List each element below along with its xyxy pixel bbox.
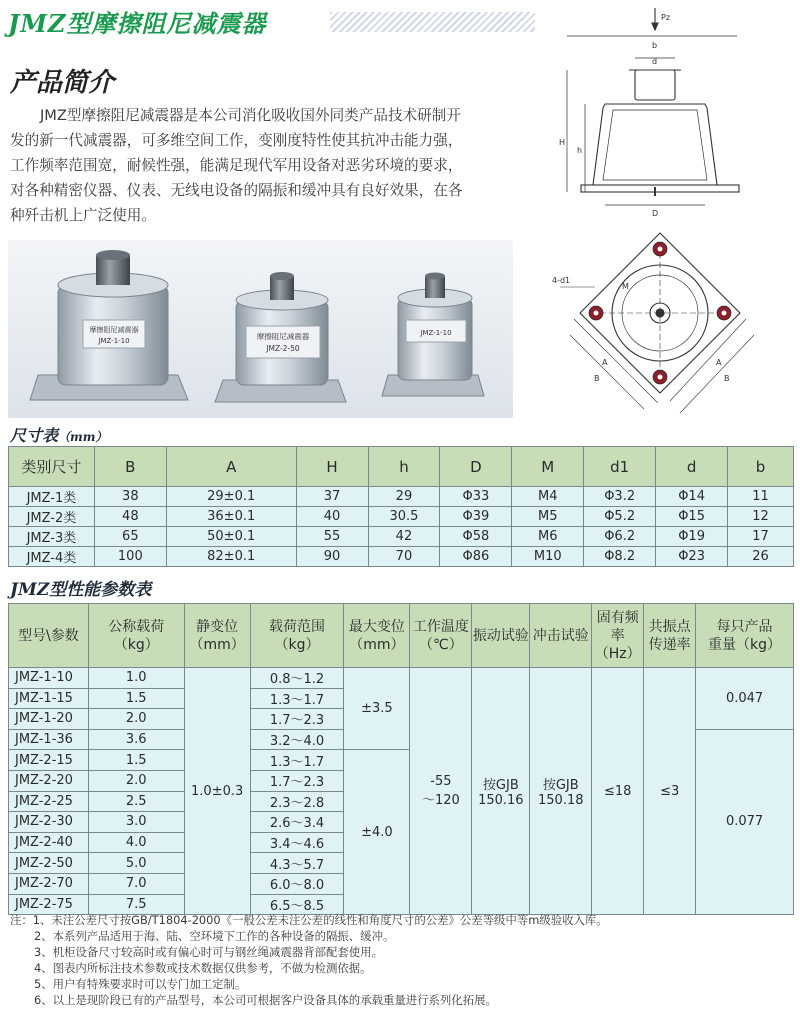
max-deflection-cell: ±3.5 [344,668,410,750]
side-view-drawing [525,0,795,220]
load-cell: 7.0 [88,873,184,894]
intro-line: 发的新一代减震器，可多维空间工作，变刚度特性使其抗冲击能力强， [10,132,463,149]
load-cell: 7.5 [88,894,184,915]
dim-cell: 29±0.1 [166,487,296,507]
dim-cell: Φ39 [440,507,512,527]
range-cell: 1.7～2.3 [250,770,344,791]
dim-cell: JMZ-3类 [9,527,95,547]
dim-cell: 17 [728,527,794,547]
load-cell: 1.5 [88,688,184,709]
dim-cell: 50±0.1 [166,527,296,547]
dim-cell: Φ23 [656,547,728,567]
dim-cell: 36±0.1 [166,507,296,527]
intro-line: JMZ型摩擦阻尼减震器是本公司消化吸收国外同类产品技术研制开 [40,107,461,124]
dim-cell: 11 [728,487,794,507]
perf-table-title: JMZ型性能参数表 [10,580,152,600]
dim-cell: Φ8.2 [584,547,656,567]
model-cell: JMZ-2-25 [9,791,89,812]
dim-cell: JMZ-1类 [9,487,95,507]
model-cell: JMZ-1-10 [9,668,89,689]
page-title: JMZ型摩擦阻尼减震器 [8,9,267,38]
dim-cell: Φ15 [656,507,728,527]
perf-row [9,668,794,689]
static-deflection-cell: 1.0±0.3 [184,668,250,915]
note-line: 2、本系列产品适用于海、陆、空环境下工作的各种设备的隔振、缓冲。 [34,929,395,943]
perf-header: 冲击试验 [530,604,592,668]
label-B-right: B [724,374,730,383]
unit-1-label-model: JMZ-1-10 [98,337,130,345]
perf-header: 共振点 传递率 [644,604,696,668]
weight-cell: 0.047 [696,668,794,730]
model-cell: JMZ-1-15 [9,688,89,709]
model-cell: JMZ-2-75 [9,894,89,915]
range-cell: 6.0～8.0 [250,873,344,894]
range-cell: 4.3～5.7 [250,853,344,874]
dim-cell: 55 [296,527,368,547]
top-view-drawing [540,225,795,425]
damper-unit-2 [215,272,346,402]
load-cell: 3.6 [88,729,184,750]
label-H: H [559,138,566,147]
perf-header: 静变位 （mm） [184,604,250,668]
dim-header: H [296,447,368,487]
intro-line: 工作频率范围宽，耐候性强，能满足现代军用设备对恶劣环境的要求， [10,157,463,174]
unit-2-label-model: JMZ-2-50 [266,344,300,353]
max-deflection-cell: ±4.0 [344,750,410,915]
perf-header: 型号\参数 [9,604,89,668]
frequency-cell: ≤18 [592,668,644,915]
dim-cell: Φ33 [440,487,512,507]
dim-header: 类别尺寸 [9,447,95,487]
dim-cell: M6 [512,527,584,547]
load-cell: 2.5 [88,791,184,812]
dim-header: b [728,447,794,487]
damper-unit-1 [30,250,188,400]
load-cell: 1.0 [88,668,184,689]
dim-cell: 30.5 [368,507,440,527]
model-cell: JMZ-2-70 [9,873,89,894]
unit-2-label-name: 摩擦阻尼减震器 [256,332,310,341]
load-cell: 4.0 [88,832,184,853]
perf-header: 振动试验 [472,604,530,668]
vibration-cell: 按GJB 150.16 [472,668,530,915]
dim-row [9,507,794,527]
product-photo-illustration [8,240,513,418]
range-cell: 1.7～2.3 [250,709,344,730]
damper-unit-3 [382,273,484,397]
product-photo [8,240,513,418]
dim-cell: 37 [296,487,368,507]
transmissibility-cell: ≤3 [644,668,696,915]
dim-cell: 82±0.1 [166,547,296,567]
load-cell: 1.5 [88,750,184,771]
dimension-table [8,446,794,567]
model-cell: JMZ-2-40 [9,832,89,853]
title-bar [0,0,540,42]
intro-line: 对各种精密仪器、仪表、无线电设备的隔振和缓冲具有良好效果，在各 [10,182,463,199]
dim-cell: M5 [512,507,584,527]
dim-row [9,547,794,567]
label-D: D [652,209,659,218]
dim-cell: Φ5.2 [584,507,656,527]
label-d1: 4-d1 [552,276,571,285]
model-cell: JMZ-2-20 [9,770,89,791]
note-line: 4、图表内所标注技术参数或技术数据仅供参考，不做为检测依据。 [34,961,372,975]
dim-header: h [368,447,440,487]
range-cell: 2.3～2.8 [250,791,344,812]
note-line: 3、机柜设备尺寸较高时或有偏心时可与钢丝绳减震器背部配套使用。 [34,945,383,959]
dim-cell: 100 [94,547,166,567]
dim-cell: Φ58 [440,527,512,547]
dim-header: d [656,447,728,487]
label-d: d [652,57,658,66]
label-A-right: A [716,358,722,367]
dim-cell: Φ14 [656,487,728,507]
note-line: 注：1、未注公差尺寸按GB/T1804-2000《一般公差未注公差的线性和角度尺寸的公差》公差等级中等m级验收入库。 [10,913,608,927]
dim-cell: 90 [296,547,368,567]
perf-header: 公称载荷 （kg） [88,604,184,668]
note-line: 5、用户有特殊要求时可以专门加工定制。 [34,977,247,991]
model-cell: JMZ-1-20 [9,709,89,730]
label-A-left: A [602,358,608,367]
dim-cell: Φ3.2 [584,487,656,507]
dim-cell: Φ19 [656,527,728,547]
intro-line: 种歼击机上广泛使用。 [10,207,156,224]
label-M: M [622,282,629,291]
dim-header: D [440,447,512,487]
model-cell: JMZ-2-30 [9,812,89,833]
dim-cell: JMZ-2类 [9,507,95,527]
load-cell: 3.0 [88,812,184,833]
range-cell: 3.2～4.0 [250,729,344,750]
dim-cell: 38 [94,487,166,507]
dim-header: M [512,447,584,487]
dim-row [9,487,794,507]
model-cell: JMZ-2-50 [9,853,89,874]
dim-cell: JMZ-4类 [9,547,95,567]
dim-table-title [10,423,107,446]
label-b: b [652,41,658,50]
range-cell: 0.8～1.2 [250,668,344,689]
title-decoration [330,12,535,32]
dim-cell: 40 [296,507,368,527]
performance-table [8,603,794,915]
dim-table-title-text: 尺寸表 [10,426,59,445]
label-B-left: B [594,374,600,383]
model-cell: JMZ-2-15 [9,750,89,771]
shock-cell: 按GJB 150.18 [530,668,592,915]
intro-text [10,103,522,228]
dim-cell: 65 [94,527,166,547]
notes [10,912,790,1008]
top-view-diagram [540,225,795,425]
dim-header: B [94,447,166,487]
dim-cell: 29 [368,487,440,507]
load-cell: 2.0 [88,709,184,730]
dim-cell: 42 [368,527,440,547]
perf-header: 每只产品 重量（kg） [696,604,794,668]
perf-header: 固有频率 （Hz） [592,604,644,668]
range-cell: 3.4～4.6 [250,832,344,853]
label-h: h [577,146,583,155]
dim-header: d1 [584,447,656,487]
temperature-cell: -55 ～120 [410,668,472,915]
range-cell: 2.6～3.4 [250,812,344,833]
range-cell: 6.5～8.5 [250,894,344,915]
model-cell: JMZ-1-36 [9,729,89,750]
intro-heading: 产品简介 [10,68,115,98]
unit-1-label-name: 摩擦阻尼减震器 [89,326,139,334]
perf-header: 最大变位 （mm） [344,604,410,668]
load-cell: 2.0 [88,770,184,791]
range-cell: 1.3～1.7 [250,750,344,771]
dim-cell: 26 [728,547,794,567]
dim-cell: Φ6.2 [584,527,656,547]
label-pz: Pz [661,13,671,22]
dim-cell: 48 [94,507,166,527]
dim-cell: 70 [368,547,440,567]
dim-cell: M10 [512,547,584,567]
range-cell: 1.3～1.7 [250,688,344,709]
perf-header: 工作温度 （℃） [410,604,472,668]
perf-header: 载荷范围 （kg） [250,604,344,668]
perf-header-row [9,604,794,668]
side-view-diagram [525,0,795,220]
dim-cell: 12 [728,507,794,527]
dim-cell: M4 [512,487,584,507]
note-line: 6、以上是现阶段已有的产品型号，本公司可根据客户设备具体的承载重量进行系列化拓展。 [34,993,497,1007]
dim-cell: Φ86 [440,547,512,567]
dim-header: A [166,447,296,487]
weight-cell: 0.077 [696,729,794,914]
unit-3-label-model: JMZ-1-10 [420,329,452,337]
dim-table-unit: （mm） [58,430,108,444]
dim-header-row [9,447,794,487]
dim-row [9,527,794,547]
load-cell: 5.0 [88,853,184,874]
